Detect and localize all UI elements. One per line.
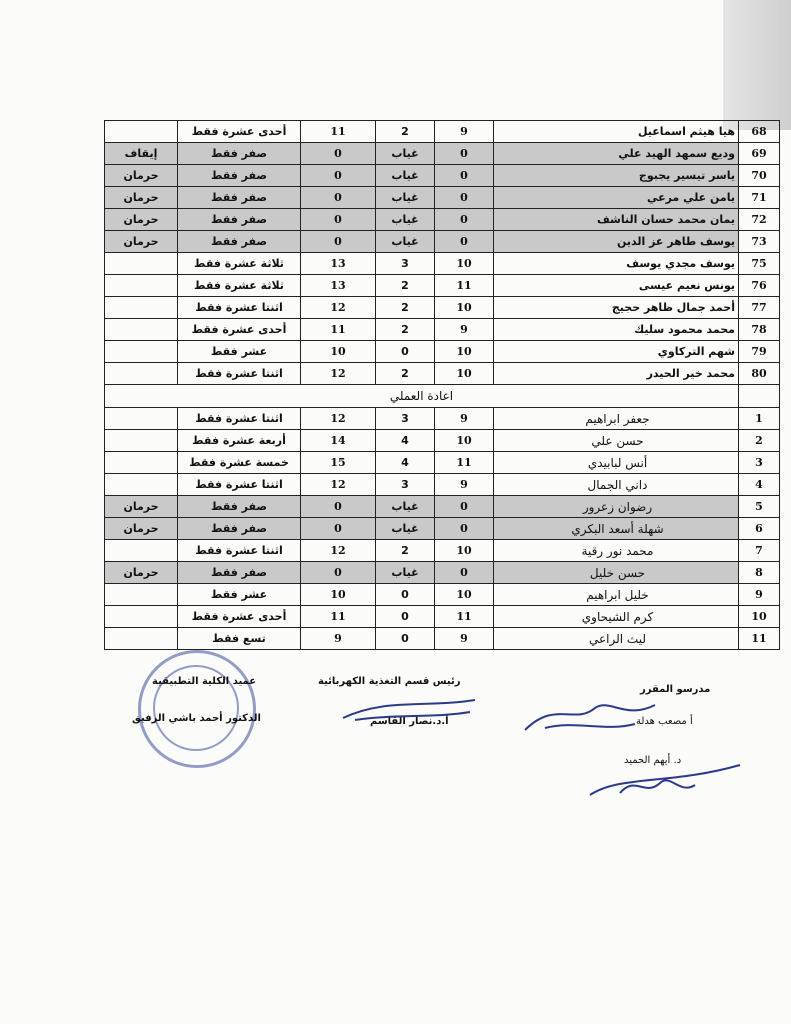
student-name-cell: رضوان زعرور xyxy=(494,496,739,518)
table-row xyxy=(105,297,780,319)
total-cell: 12 xyxy=(301,474,376,496)
total-in-words-cell: اثنتا عشرة فقط xyxy=(178,363,301,385)
row-number-cell: 77 xyxy=(739,297,780,319)
row-number-cell: 76 xyxy=(739,275,780,297)
total-in-words-cell: أحدى عشرة فقط xyxy=(178,319,301,341)
student-name-cell: شهلة أسعد البكري xyxy=(494,518,739,540)
student-name-cell: خليل ابراهيم xyxy=(494,584,739,606)
student-name-cell: محمد نور رقية xyxy=(494,540,739,562)
table-row xyxy=(105,143,780,165)
note-cell: حرمان xyxy=(105,165,178,187)
row-number-cell: 3 xyxy=(739,452,780,474)
teacher-1-name: أ مصعب هدلة xyxy=(636,716,693,727)
total-cell: 15 xyxy=(301,452,376,474)
practical-cell: 3 xyxy=(376,474,435,496)
row-number-cell: 10 xyxy=(739,606,780,628)
row-number-cell: 69 xyxy=(739,143,780,165)
total-cell: 11 xyxy=(301,319,376,341)
total-in-words-cell: اثنتا عشرة فقط xyxy=(178,540,301,562)
total-cell: 0 xyxy=(301,209,376,231)
student-name-cell: يمان محمد حسان الناشف xyxy=(494,209,739,231)
theory-cell: 10 xyxy=(435,253,494,275)
note-cell xyxy=(105,121,178,143)
theory-cell: 9 xyxy=(435,319,494,341)
note-cell xyxy=(105,628,178,650)
row-number-cell: 7 xyxy=(739,540,780,562)
student-name-cell: ياسر تيسير يجبوج xyxy=(494,165,739,187)
total-in-words-cell: صفر فقط xyxy=(178,562,301,584)
row-number-cell: 79 xyxy=(739,341,780,363)
total-cell: 13 xyxy=(301,253,376,275)
note-cell: حرمان xyxy=(105,187,178,209)
theory-cell: 10 xyxy=(435,297,494,319)
practical-cell: 2 xyxy=(376,319,435,341)
theory-cell: 0 xyxy=(435,518,494,540)
theory-cell: 0 xyxy=(435,165,494,187)
table-row xyxy=(105,430,780,452)
table-row xyxy=(105,319,780,341)
row-number-cell: 5 xyxy=(739,496,780,518)
student-name-cell: أحمد جمال ظاهر حجيج xyxy=(494,297,739,319)
table-row xyxy=(105,408,780,430)
section-title: اعادة العملي xyxy=(105,385,739,408)
theory-cell: 0 xyxy=(435,562,494,584)
student-name-cell: شهم التركاوي xyxy=(494,341,739,363)
total-in-words-cell: ثلاثة عشرة فقط xyxy=(178,275,301,297)
grades-table xyxy=(104,120,780,650)
note-cell xyxy=(105,606,178,628)
scan-edge xyxy=(723,0,791,130)
total-in-words-cell: عشر فقط xyxy=(178,341,301,363)
row-number-cell: 78 xyxy=(739,319,780,341)
theory-cell: 0 xyxy=(435,496,494,518)
dept-head-name: أ.د.نصار القاسم xyxy=(370,716,449,727)
total-cell: 11 xyxy=(301,606,376,628)
table-row xyxy=(105,628,780,650)
table-row xyxy=(105,231,780,253)
total-cell: 12 xyxy=(301,540,376,562)
practical-cell: غياب xyxy=(376,187,435,209)
total-in-words-cell: صفر فقط xyxy=(178,209,301,231)
theory-cell: 10 xyxy=(435,363,494,385)
theory-cell: 10 xyxy=(435,341,494,363)
total-cell: 0 xyxy=(301,143,376,165)
dept-head-title: رئيس قسم التغذية الكهربائية xyxy=(318,676,461,687)
total-in-words-cell: اثنتا عشرة فقط xyxy=(178,297,301,319)
table-row xyxy=(105,209,780,231)
theory-cell: 0 xyxy=(435,143,494,165)
total-in-words-cell: أربعة عشرة فقط xyxy=(178,430,301,452)
practical-cell: غياب xyxy=(376,231,435,253)
practical-cell: غياب xyxy=(376,143,435,165)
practical-cell: 3 xyxy=(376,253,435,275)
total-cell: 13 xyxy=(301,275,376,297)
total-in-words-cell: عشر فقط xyxy=(178,584,301,606)
teacher-2-name: د. أيهم الحميد xyxy=(624,755,682,766)
student-name-cell: محمد خير الحيدر xyxy=(494,363,739,385)
table-row xyxy=(105,363,780,385)
theory-cell: 11 xyxy=(435,606,494,628)
table-row xyxy=(105,165,780,187)
total-in-words-cell: صفر فقط xyxy=(178,496,301,518)
note-cell: إيقاف xyxy=(105,143,178,165)
dept-head-signature xyxy=(335,688,485,728)
practical-cell: غياب xyxy=(376,496,435,518)
theory-cell: 9 xyxy=(435,628,494,650)
note-cell xyxy=(105,341,178,363)
theory-cell: 9 xyxy=(435,121,494,143)
practical-cell: غياب xyxy=(376,165,435,187)
table-row xyxy=(105,275,780,297)
student-name-cell: حسن خليل xyxy=(494,562,739,584)
row-number-cell: 4 xyxy=(739,474,780,496)
note-cell xyxy=(105,584,178,606)
row-number-cell: 1 xyxy=(739,408,780,430)
total-in-words-cell: صفر فقط xyxy=(178,165,301,187)
table-row xyxy=(105,540,780,562)
table-row xyxy=(105,341,780,363)
note-cell xyxy=(105,430,178,452)
student-name-cell: محمد محمود سليك xyxy=(494,319,739,341)
table-row xyxy=(105,518,780,540)
practical-cell: 2 xyxy=(376,297,435,319)
practical-cell: غياب xyxy=(376,562,435,584)
note-cell: حرمان xyxy=(105,209,178,231)
total-cell: 12 xyxy=(301,363,376,385)
practical-cell: 3 xyxy=(376,408,435,430)
note-cell xyxy=(105,408,178,430)
section-row xyxy=(105,385,780,408)
practical-cell: 2 xyxy=(376,363,435,385)
practical-cell: 4 xyxy=(376,452,435,474)
row-number-cell: 73 xyxy=(739,231,780,253)
row-number-cell: 8 xyxy=(739,562,780,584)
teacher-2-signature xyxy=(580,755,750,805)
theory-cell: 11 xyxy=(435,452,494,474)
total-in-words-cell: اثنتا عشرة فقط xyxy=(178,408,301,430)
practical-cell: 2 xyxy=(376,275,435,297)
total-cell: 11 xyxy=(301,121,376,143)
total-cell: 0 xyxy=(301,187,376,209)
total-in-words-cell: صفر فقط xyxy=(178,143,301,165)
practical-cell: غياب xyxy=(376,518,435,540)
note-cell: حرمان xyxy=(105,562,178,584)
student-name-cell: يامن علي مرعي xyxy=(494,187,739,209)
row-number-cell: 9 xyxy=(739,584,780,606)
table-row xyxy=(105,253,780,275)
total-in-words-cell: اثنتا عشرة فقط xyxy=(178,474,301,496)
table-row xyxy=(105,121,780,143)
row-number-cell: 11 xyxy=(739,628,780,650)
note-cell xyxy=(105,540,178,562)
total-cell: 10 xyxy=(301,341,376,363)
row-number-cell: 6 xyxy=(739,518,780,540)
table-row xyxy=(105,584,780,606)
student-name-cell: جعفر ابراهيم xyxy=(494,408,739,430)
student-name-cell: يونس نعيم عيسى xyxy=(494,275,739,297)
total-cell: 0 xyxy=(301,562,376,584)
dean-name: الدكتور أحمد باشي الرفيق xyxy=(132,713,261,724)
total-in-words-cell: أحدى عشرة فقط xyxy=(178,121,301,143)
total-in-words-cell: صفر فقط xyxy=(178,187,301,209)
total-in-words-cell: خمسة عشرة فقط xyxy=(178,452,301,474)
student-name-cell: يوسف مجدي يوسف xyxy=(494,253,739,275)
total-in-words-cell: ثلاثة عشرة فقط xyxy=(178,253,301,275)
theory-cell: 0 xyxy=(435,209,494,231)
total-in-words-cell: صفر فقط xyxy=(178,231,301,253)
student-name-cell: هيا هيثم اسماعيل xyxy=(494,121,739,143)
practical-cell: 0 xyxy=(376,341,435,363)
practical-cell: 2 xyxy=(376,540,435,562)
note-cell xyxy=(105,363,178,385)
theory-cell: 0 xyxy=(435,231,494,253)
total-cell: 14 xyxy=(301,430,376,452)
table-row xyxy=(105,496,780,518)
note-cell xyxy=(105,275,178,297)
theory-cell: 9 xyxy=(435,474,494,496)
table-row xyxy=(105,452,780,474)
note-cell: حرمان xyxy=(105,518,178,540)
theory-cell: 11 xyxy=(435,275,494,297)
row-number-cell: 68 xyxy=(739,121,780,143)
student-name-cell: وديع سمهد الهيد علي xyxy=(494,143,739,165)
teachers-title: مدرسو المقرر xyxy=(640,684,711,695)
student-name-cell: حسن علي xyxy=(494,430,739,452)
total-cell: 9 xyxy=(301,628,376,650)
total-cell: 12 xyxy=(301,408,376,430)
row-number-cell: 80 xyxy=(739,363,780,385)
total-cell: 10 xyxy=(301,584,376,606)
theory-cell: 0 xyxy=(435,187,494,209)
note-cell xyxy=(105,474,178,496)
note-cell xyxy=(105,297,178,319)
row-number-cell: 71 xyxy=(739,187,780,209)
student-name-cell: كرم الشيحاوي xyxy=(494,606,739,628)
table-row xyxy=(105,187,780,209)
total-in-words-cell: تسع فقط xyxy=(178,628,301,650)
total-cell: 0 xyxy=(301,496,376,518)
teacher-1-signature xyxy=(515,690,665,740)
note-cell xyxy=(105,452,178,474)
dean-title: عميد الكلية التطبيقية xyxy=(152,676,257,687)
practical-cell: 0 xyxy=(376,584,435,606)
total-cell: 0 xyxy=(301,518,376,540)
total-cell: 12 xyxy=(301,297,376,319)
theory-cell: 10 xyxy=(435,584,494,606)
practical-cell: 2 xyxy=(376,121,435,143)
note-cell: حرمان xyxy=(105,496,178,518)
student-name-cell: أنس لبابيدي xyxy=(494,452,739,474)
row-number-cell: 75 xyxy=(739,253,780,275)
practical-cell: غياب xyxy=(376,209,435,231)
total-cell: 0 xyxy=(301,231,376,253)
row-number-cell: 70 xyxy=(739,165,780,187)
student-name-cell: يوسف طاهر عز الدين xyxy=(494,231,739,253)
student-name-cell: داني الجمال xyxy=(494,474,739,496)
practical-cell: 0 xyxy=(376,628,435,650)
table-row xyxy=(105,562,780,584)
practical-cell: 0 xyxy=(376,606,435,628)
theory-cell: 10 xyxy=(435,430,494,452)
section-number-cell xyxy=(739,385,780,408)
table-row xyxy=(105,606,780,628)
total-cell: 0 xyxy=(301,165,376,187)
row-number-cell: 72 xyxy=(739,209,780,231)
grades-table-body xyxy=(105,121,780,650)
practical-cell: 4 xyxy=(376,430,435,452)
total-in-words-cell: صفر فقط xyxy=(178,518,301,540)
theory-cell: 9 xyxy=(435,408,494,430)
student-name-cell: ليث الراعي xyxy=(494,628,739,650)
table-row xyxy=(105,474,780,496)
total-in-words-cell: أحدى عشرة فقط xyxy=(178,606,301,628)
theory-cell: 10 xyxy=(435,540,494,562)
college-seal-stamp xyxy=(138,650,256,768)
note-cell xyxy=(105,319,178,341)
note-cell xyxy=(105,253,178,275)
row-number-cell: 2 xyxy=(739,430,780,452)
note-cell: حرمان xyxy=(105,231,178,253)
